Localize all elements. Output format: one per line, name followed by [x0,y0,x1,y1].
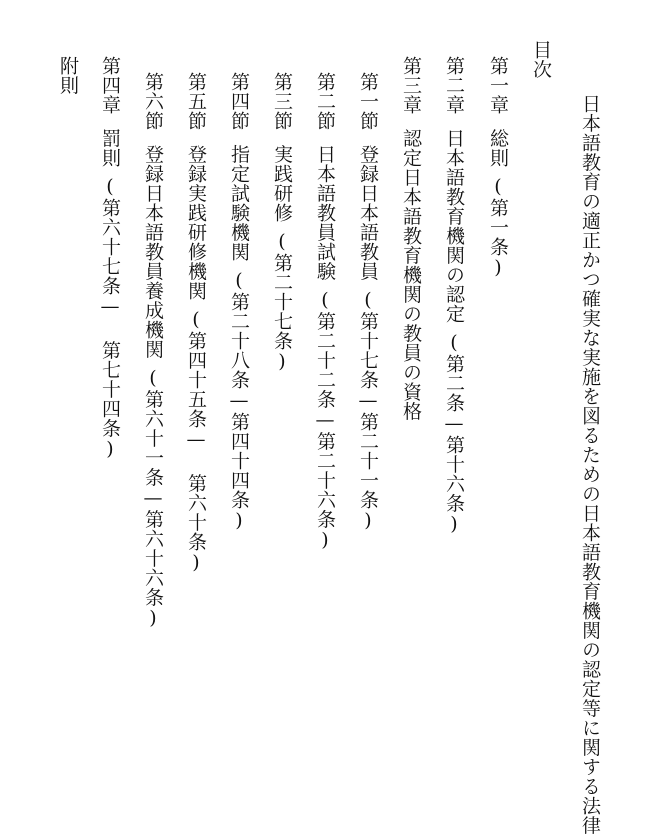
toc-entry-chapter-2 [442,56,466,536]
article-range: (第二十二条—第二十六条) [314,289,336,552]
section-title: 指定試験機関 [228,144,250,262]
toc-entry-supplementary: 附則 [57,56,79,95]
section-number: 第五節 [185,72,207,131]
chapter-number: 第二章 [443,56,465,115]
section-title: 登録日本語教員養成機関 [142,144,164,359]
toc-entry-section-3 [270,72,294,373]
toc-entry-chapter-1 [486,56,510,279]
chapter-title: 日本語教育機関の認定 [443,128,465,324]
toc-heading: 目次 [530,40,552,79]
toc-entry-section-2 [313,72,337,552]
article-range: (第六十七条— 第七十四条) [99,175,121,461]
toc-entry-section-6 [141,72,165,630]
law-title: 日本語教育の適正かつ確実な実施を図るための日本語教育機関の認定等に関する法律 [579,94,601,835]
section-number: 第六節 [142,72,164,131]
section-number: 第二節 [314,72,336,131]
section-number: 第四節 [228,72,250,131]
toc-entry-section-1 [356,72,380,532]
chapter-title: 総則 [487,128,509,168]
article-range: (第十七条—第二十一条) [357,289,379,532]
chapter-title: 罰則 [99,128,121,168]
section-title: 登録実践研修機関 [185,144,207,301]
chapter-title: 認定日本語教育機関の教員の資格 [400,128,422,421]
toc-entry-section-5 [184,72,208,574]
section-title: 実践研修 [271,144,293,223]
section-title: 登録日本語教員 [357,144,379,281]
section-number: 第一節 [357,72,379,131]
article-range: (第一条) [487,175,509,279]
toc-entry-chapter-4 [98,56,122,461]
chapter-number: 第一章 [487,56,509,115]
section-title: 日本語教員試験 [314,144,336,281]
article-range: (第四十五条— 第六十条) [185,308,207,574]
article-range: (第二十八条—第四十四条) [228,269,250,532]
article-range: (第六十一条—第六十六条) [142,367,164,630]
section-number: 第三節 [271,72,293,131]
article-range: (第二条—第十六条) [443,331,465,536]
article-range: (第二十七条) [271,230,293,373]
toc-entry-section-4 [227,72,251,532]
chapter-number: 第四章 [99,56,121,115]
toc-entry-chapter-3 [399,56,423,421]
chapter-number: 第三章 [400,56,422,115]
